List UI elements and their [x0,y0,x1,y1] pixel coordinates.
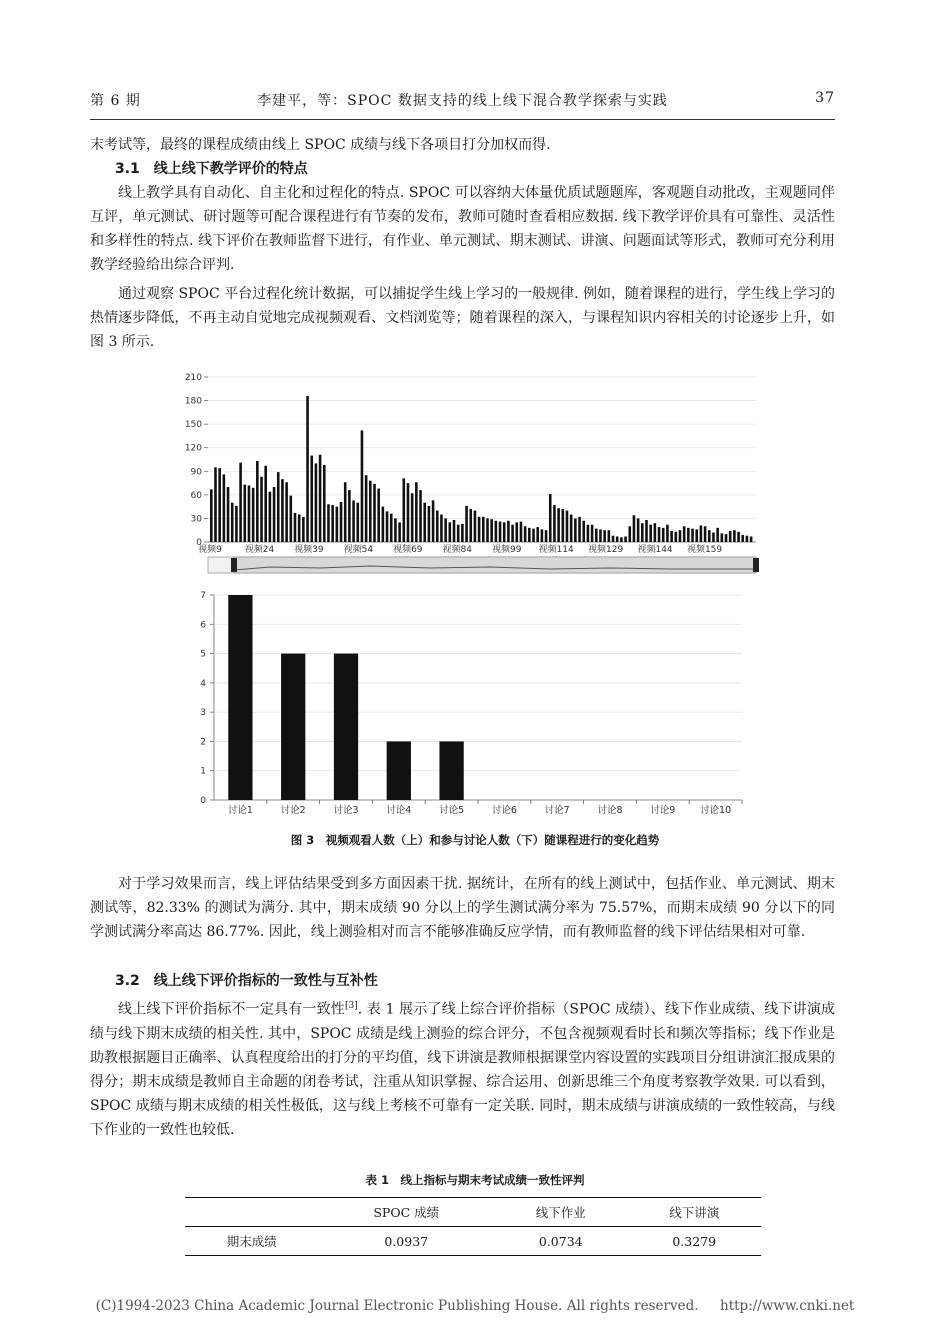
top-bar [315,463,318,542]
top-bar [369,481,372,542]
top-bar [700,526,703,543]
bottom-y-tick-label: 3 [200,708,206,719]
top-bar [486,518,489,542]
top-y-tick-label: 210 [184,373,202,383]
top-bar [679,530,682,542]
top-bar [587,525,590,542]
top-bar [478,517,481,542]
top-x-tick-label: 视频24 [244,545,275,555]
top-bar [423,503,426,542]
top-bar [654,523,657,542]
top-bar [721,533,724,542]
top-bar [666,525,669,542]
figure-caption: 图 3 视频观看人数（上）和参与讨论人数（下）随课程进行的变化趋势 [290,833,660,847]
top-bar [419,490,422,542]
top-bar [595,529,598,542]
top-y-tick-label: 0 [196,538,202,548]
bottom-bar [439,741,463,800]
top-bar [223,474,226,542]
top-bar [741,535,744,542]
bottom-bar [228,595,252,800]
top-bar [691,529,694,542]
top-bar [582,521,585,542]
bottom-x-tick-label: 讨论8 [597,805,623,816]
top-bar [281,479,284,542]
figure-3 [170,365,775,827]
top-bar [285,482,288,542]
table-header-cell: 线下讲演 [669,1205,720,1220]
bottom-chart-bars [228,595,463,800]
top-bar [264,466,267,542]
bottom-chart-x-ticks [228,804,731,816]
top-bar [662,528,665,542]
top-bar [469,509,472,542]
top-bar [428,506,431,542]
top-bar [336,507,339,542]
top-bar [645,520,648,542]
table-cell: 0.3279 [672,1233,717,1249]
top-bar [331,505,334,542]
top-bar [273,487,276,542]
top-chart-bars [210,396,752,542]
top-bar [344,482,347,542]
bottom-x-tick-label: 讨论1 [227,805,253,816]
paragraph-2: 通过观察 SPOC 平台过程化统计数据，可以捕捉学生线上学习的一般规律. 例如，随着课程的进行，学生线上学习的热情逐步降低，不再主动自觉地完成视频观看、文档浏览等；随着课程的深入，与课程知识内容相关的讨论逐步上升，如图 3 所示. [90,286,835,350]
copyright-footer [0,1298,950,1314]
top-bar [449,522,452,542]
top-bar [633,515,636,542]
bottom-y-tick-label: 5 [200,649,206,660]
top-bar [231,503,234,542]
table-row [185,1227,761,1256]
top-bar [687,528,690,542]
top-bar [235,506,238,542]
top-bar [503,522,506,542]
bottom-y-tick-label: 1 [200,766,206,777]
top-bar [294,513,297,542]
top-bar [729,531,732,542]
top-y-tick-label: 180 [184,396,202,407]
paragraph-1: 线上教学具有自动化、自主化和过程化的特点. SPOC 可以容纳大体量优质试题题库，客观题自动批改，主观题同伴互评，单元测试、研讨题等可配合课程进行有节奏的发布，教师可随时查看相应数据. 线下教学评价具有可靠性、灵活性和多样性的特点. 线下评价在教师监督下进行，有作业、单元测试、期末测试、讲演、问题面试等形式，教师可充分利用教学经验给出综合评判. [90,185,835,273]
top-bar [549,494,552,542]
top-y-tick-label: 120 [184,443,202,454]
top-bar [352,500,355,542]
top-bar [562,509,565,542]
top-x-tick-label: 视频114 [538,545,574,555]
top-x-tick-label: 视频69 [393,545,423,555]
top-x-tick-label: 视频129 [588,545,624,555]
top-bar [298,515,301,543]
bottom-y-tick-label: 6 [200,620,206,631]
top-bar [310,456,313,542]
top-bar [578,517,581,542]
top-bar [243,485,246,542]
table-caption: 表 1 线上指标与期末考试成绩一致性评判 [365,1173,585,1187]
top-bar [390,514,393,542]
top-bar [624,537,627,543]
top-bar [465,506,468,542]
top-bar [733,530,736,542]
top-bar [214,467,217,542]
top-bar [382,507,385,542]
top-bar [373,484,376,542]
top-bar [394,518,397,542]
top-bar [248,485,251,542]
top-bar [440,515,443,543]
top-bar [704,526,707,542]
top-bar [432,500,435,542]
correlation-table [185,1197,761,1256]
top-bar [737,532,740,542]
paragraph-4 [90,994,835,1142]
top-bar [641,523,644,542]
top-bar [725,534,728,542]
top-bar [306,396,309,542]
bottom-bar [334,654,358,800]
table-cell: 期末成绩 [226,1234,277,1249]
cnki-link[interactable]: http://www.cnki.net [720,1298,855,1314]
top-bar [683,526,686,542]
article-title: 李建平，等：SPOC 数据支持的线上线下混合教学探索与实践 [257,93,668,109]
top-x-tick-label: 视频99 [492,545,522,555]
top-chart-x-ticks [198,543,722,555]
table-header-cell: 线下作业 [535,1205,586,1220]
top-bar [658,527,661,542]
top-bar [520,522,523,542]
bottom-x-tick-label: 讨论9 [650,805,676,816]
top-y-tick-label: 30 [190,514,202,525]
top-bar [553,505,556,542]
top-bar [402,478,405,542]
top-bar [356,503,359,542]
top-bar [411,493,414,542]
top-bar [256,461,259,542]
top-bar [649,525,652,542]
top-bar [377,489,380,542]
top-bar [453,520,456,542]
top-bar [532,529,535,542]
paragraph-4-part-a: 线上线下评价指标不一定具有一致性 [118,1001,345,1018]
top-bar [616,537,619,543]
top-bar [499,522,502,542]
top-bar [361,430,364,542]
top-bar [515,522,518,542]
top-bar [227,487,230,542]
bottom-x-tick-label: 讨论4 [386,805,412,816]
paragraph-3: 对于学习效果而言，线上评估结果受到多方面因素干扰. 据统计，在所有的线上测试中，包括作业、单元测试、期末测试等，82.33% 的测试为满分. 其中，期末成绩 90 分以上的学生测试满分率为 75.57%，而期末成绩 90 分以下的同学测试满分率高达 86.77%. 因此，线上测验相对而言不能够准确反应学情，而有教师监督的线下评估结果相对可靠. [90,876,835,940]
top-bar [541,529,544,542]
top-bar [608,530,611,542]
top-y-tick-label: 90 [190,467,202,478]
top-bar [461,524,464,542]
top-bar [210,489,213,542]
top-bar [302,517,305,542]
top-x-tick-label: 视频9 [198,545,222,555]
copyright-text: (C)1994-2023 China Academic Journal Electronic Publishing House. All rights reserved. [95,1298,699,1314]
top-bar [239,463,242,542]
section-heading-3-2: 3.2 线上线下评价指标的一致性与互补性 [115,973,378,989]
top-bar [365,475,368,542]
top-bar [528,528,531,542]
bottom-y-tick-label: 4 [200,678,206,689]
top-bar [436,511,439,542]
top-y-tick-label: 60 [190,490,202,501]
top-bar [323,465,326,542]
bottom-x-tick-label: 讨论3 [333,805,359,816]
top-bar [398,522,401,542]
top-bar [591,525,594,542]
top-bar [269,492,272,542]
top-bar [507,521,510,542]
table-cell: 0.0937 [384,1233,429,1249]
top-bar [536,527,539,542]
top-bar [637,518,640,542]
top-x-tick-label: 视频144 [637,545,673,555]
top-bar [599,529,602,542]
top-bar [612,536,615,542]
table-header-cell [185,1198,318,1227]
top-bar [712,533,715,542]
top-bar [524,526,527,542]
page-number: 37 [815,90,835,106]
top-x-tick-label: 视频39 [294,545,324,555]
top-bar [340,502,343,542]
top-bar [570,515,573,543]
top-bar [495,521,498,542]
zoom-slider-window[interactable] [234,557,756,573]
bottom-x-tick-label: 讨论10 [700,805,732,816]
top-bar [545,530,548,542]
bottom-chart-y-ticks [200,591,206,806]
top-bar [670,531,673,542]
issue-number: 第 6 期 [90,93,141,109]
top-bar [750,537,753,543]
top-bar [218,468,221,542]
top-bar [708,530,711,542]
top-bar [319,455,322,542]
header-rule [90,119,835,120]
top-bar [511,525,514,542]
top-bar [566,511,569,542]
top-x-tick-label: 视频54 [343,545,374,555]
top-bar [277,472,280,542]
top-bar [457,525,460,542]
bottom-bar [281,654,305,800]
top-bar [490,519,493,542]
top-bar [260,477,263,542]
top-bar [348,490,351,542]
top-bar [574,518,577,542]
top-bar [290,496,293,542]
bottom-x-tick-label: 讨论5 [439,805,465,816]
bottom-bar [387,741,411,800]
top-bar [386,511,389,542]
top-y-tick-label: 150 [184,420,202,431]
top-bar [415,482,418,542]
bottom-x-tick-label: 讨论6 [491,805,517,816]
table-cell: 0.0734 [538,1233,583,1249]
top-x-tick-label: 视频84 [442,545,472,555]
zoom-slider-right-handle[interactable] [753,558,759,572]
top-chart-y-ticks [185,373,202,548]
top-bar [674,532,677,542]
bottom-y-tick-label: 0 [200,796,206,806]
top-bar [327,504,330,542]
table-header-cell: SPOC 成绩 [373,1205,440,1220]
top-bar [620,537,623,542]
top-bar [252,488,255,542]
section-heading-3-1: 3.1 线上线下教学评价的特点 [115,161,308,177]
bottom-x-tick-label: 讨论2 [280,805,306,816]
bottom-y-tick-label: 2 [200,737,206,748]
top-bar [482,517,485,542]
running-header [90,90,835,112]
top-bar [746,536,749,542]
top-bar [695,529,698,542]
top-bar [557,508,560,542]
top-bar [407,483,410,542]
top-x-tick-label: 视频159 [686,545,723,555]
bottom-x-tick-label: 讨论7 [544,805,570,816]
top-bar [603,530,606,542]
top-bar [474,511,477,542]
top-bar [444,518,447,542]
paragraph-0: 末考试等，最终的课程成绩由线上 SPOC 成绩与线下各项目打分加权而得. [90,137,551,153]
zoom-slider-left-handle[interactable] [231,558,237,572]
table-header-row [185,1198,761,1227]
top-bar [716,528,719,542]
top-bar [628,526,631,542]
bottom-y-tick-label: 7 [200,591,206,601]
citation-ref[interactable]: [3] [344,1001,358,1011]
paragraph-4-part-b: . 表 1 展示了线上综合评价指标（SPOC 成绩）、线下作业成绩、线下讲演成绩与线下期末成绩的相关性. 其中，SPOC 成绩是线上测验的综合评分，不包含视频观看时长和频次等指标；线下作业是助教根据题目正确率、认真程度给出的打分的平均值，线下讲演是教师根据课堂内容设置的实践项目分组讲演汇报成果的得分；期末成绩是教师自主命题的闭卷考试，注重从知识掌握、综合运用、创新思维三个角度考察教学效果. 可以看到，SPOC 成绩与期末成绩的相关性极低，这与线上考核不可靠有一定关联. 同时，期末成绩与讲演成绩的一致性较高，与线下作业的一致性也较低. [90,1001,836,1138]
